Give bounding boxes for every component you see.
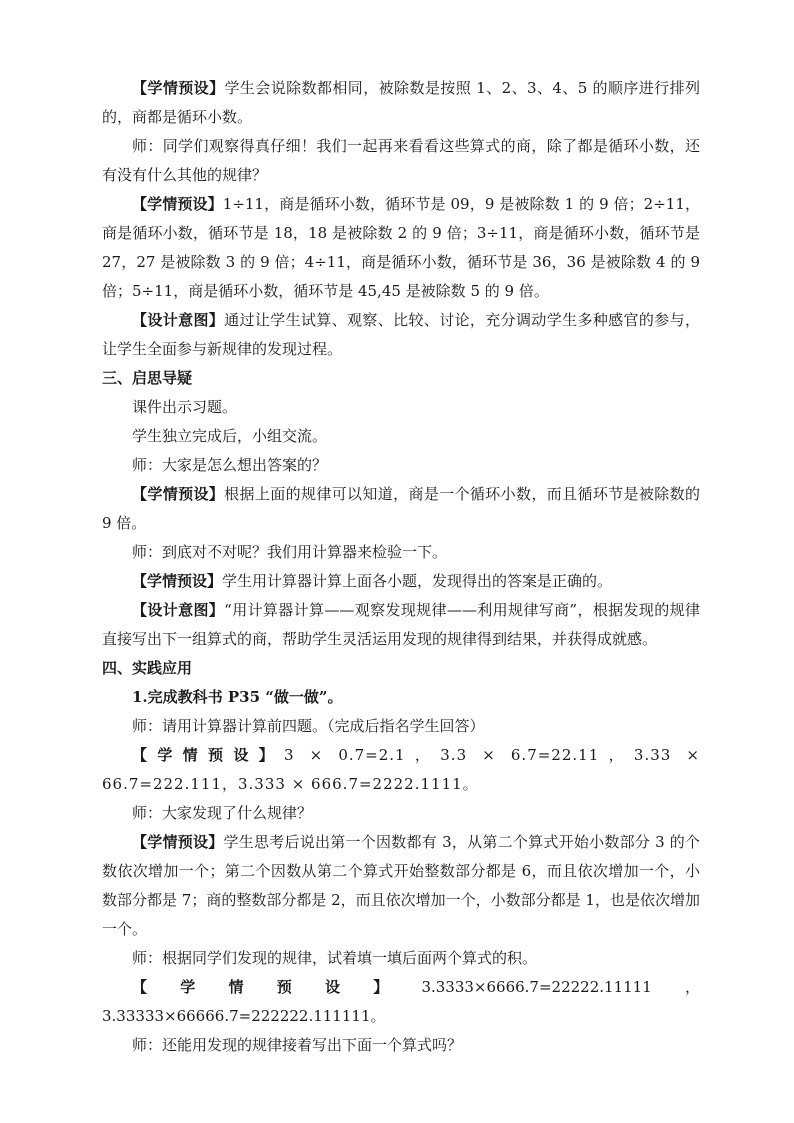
paragraph	[102, 74, 700, 132]
paragraph-text: 通过让学生试算、观察、比较、讨论，充分调动学生多种感官的参与，让学生全面参与新规律的发现过程。	[102, 311, 700, 358]
paragraph-text: 根据上面的规律可以知道，商是一个循环小数，而且循环节是被除数的 9 倍。	[102, 485, 700, 532]
paragraph	[102, 393, 700, 422]
paragraph	[102, 422, 700, 451]
paragraph-text: 学生思考后说出第一个因数都有 3，从第二个算式开始小数部分 3 的个数依次增加一个；第二个因数从第二个算式开始整数部分都是 6，而且依次增加一个，小数部分都是 7；商的整数部分都是 2，而且依次增加一个，小数部分都是 1，也是依次增加一个。	[102, 833, 700, 938]
paragraph	[102, 538, 700, 567]
paragraph-text: 3.3333×6666.7=22222.11111，3.33333×66666.7=222222.111111。	[102, 978, 700, 1025]
paragraph	[102, 973, 700, 1031]
paragraph-tag: 【学情预设】	[132, 485, 225, 503]
paragraph-text: 学生会说除数都相同，被除数是按照 1、2、3、4、5 的顺序进行排列的，商都是循环小数。	[102, 79, 700, 126]
paragraph-tag: 【学情预设】	[132, 195, 223, 213]
paragraph	[102, 567, 700, 596]
section-heading: 三、启思导疑	[102, 369, 193, 387]
sub-heading: 1.完成教科书 P35 “做一做”。	[132, 688, 343, 706]
paragraph-text: 师：大家发现了什么规律？	[132, 804, 313, 822]
paragraph-text: 3 × 0.7=2.1，3.3 × 6.7=22.11，3.33 × 66.7=222.111，3.333 × 666.7=2222.1111。	[102, 746, 700, 793]
paragraph	[102, 1031, 700, 1060]
paragraph	[102, 596, 700, 654]
paragraph-tag: 【学情预设】	[132, 79, 225, 97]
paragraph-text: 学生独立完成后，小组交流。	[132, 427, 328, 445]
paragraph-text: 师：大家是怎么想出答案的？	[132, 456, 328, 474]
paragraph-text: 学生用计算器计算上面各小题，发现得出的答案是正确的。	[222, 572, 613, 590]
paragraph	[102, 480, 700, 538]
paragraph-tag: 【学情预设】	[132, 746, 284, 764]
paragraph	[102, 799, 700, 828]
paragraph-text: 师：还能用发现的规律接着写出下面一个算式吗？	[132, 1036, 463, 1054]
paragraph-text: 师：请用计算器计算前四题。（完成后指名学生回答）	[132, 717, 485, 735]
paragraph-text: 师：根据同学们发现的规律，试着填一填后面两个算式的积。	[132, 949, 538, 967]
paragraph-text: “用计算器计算——观察发现规律——利用规律写商”，根据发现的规律直接写出下一组算式的商，帮助学生灵活运用发现的规律得到结果，并获得成就感。	[102, 601, 700, 648]
paragraph-tag: 【学情预设】	[132, 833, 224, 851]
paragraph-tag: 【学情预设】	[132, 572, 223, 590]
paragraph-text: 课件出示习题。	[132, 398, 238, 416]
paragraph	[102, 944, 700, 973]
paragraph-text: 师：同学们观察得真仔细！我们一起再来看看这些算式的商，除了都是循环小数，还有没有什么其他的规律？	[102, 137, 700, 184]
paragraph	[102, 741, 700, 799]
section-heading: 四、实践应用	[102, 659, 193, 677]
paragraph	[102, 132, 700, 190]
paragraph-text: 师：到底对不对呢？我们用计算器来检验一下。	[132, 543, 448, 561]
paragraph	[102, 712, 700, 741]
document-body	[102, 74, 700, 1060]
paragraph-tag: 【设计意图】	[132, 601, 225, 619]
paragraph-tag: 【设计意图】	[132, 311, 225, 329]
paragraph	[102, 190, 700, 306]
paragraph-tag: 【学情预设】	[132, 978, 422, 996]
paragraph	[102, 451, 700, 480]
paragraph-text: 1÷11，商是循环小数，循环节是 09，9 是被除数 1 的 9 倍；2÷11，商是循环小数，循环节是 18，18 是被除数 2 的 9 倍；3÷11，商是循环小数，循环节是 27，27 是被除数 3 的 9 倍；4÷11，商是循环小数，循环节是 36，36 是被除数 4 的 9 倍；5÷11，商是循环小数，循环节是 45,45 是被除数 5 的 9 倍。	[102, 195, 700, 300]
paragraph	[102, 306, 700, 364]
paragraph	[102, 828, 700, 944]
